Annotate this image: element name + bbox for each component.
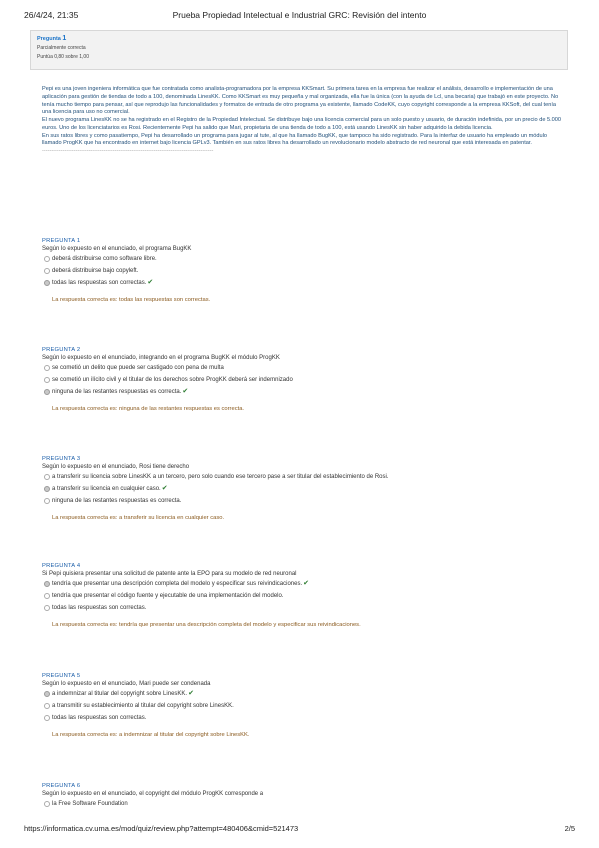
answer-option[interactable] (42, 578, 562, 590)
answer-option-label: todas las respuestas son correctas. (52, 280, 147, 286)
correct-answer-feedback: La respuesta correcta es: a indemnizar al titular del copyright sobre LinesKK. (52, 732, 250, 738)
radio-button[interactable] (44, 486, 50, 492)
radio-button[interactable] (44, 605, 50, 611)
answer-option-label: a transmitir su establecimiento al titular del copyright sobre LinesKK. (52, 703, 234, 709)
pregunta-title: PREGUNTA 1 (42, 238, 81, 244)
pregunta-question: Según lo expuesto en el enunciado, integrando en el programa BugKK el módulo ProgKK (42, 355, 280, 361)
print-date: 26/4/24, 21:35 (24, 10, 79, 20)
radio-button[interactable] (44, 703, 50, 709)
correct-answer-feedback: La respuesta correcta es: tendría que presentar una descripción completa del modelo y especificar sus reivindicaciones. (52, 622, 361, 628)
pregunta-question: Según lo expuesto en el enunciado, Rosi tiene derecho (42, 464, 190, 470)
radio-button[interactable] (44, 365, 50, 371)
answer-option-label: a transferir su licencia sobre LinesKK a un tercero, pero solo cuando ese tercero pase a ser titular del establecimiento de Rosi. (52, 474, 389, 480)
question-score: Puntúa 0,80 sobre 1,00 (37, 54, 89, 60)
question-state: Parcialmente correcta (37, 45, 86, 51)
pregunta-question: Según lo expuesto en el enunciado, Mari puede ser condenada (42, 681, 211, 687)
answer-option[interactable] (42, 362, 562, 374)
statement-separator: -------------------------------------------------------------------------------------------- (42, 148, 214, 154)
answer-option[interactable] (42, 253, 562, 265)
answer-option[interactable] (42, 277, 562, 289)
print-footer (24, 824, 575, 836)
answer-option[interactable] (42, 602, 562, 614)
radio-button[interactable] (44, 691, 50, 697)
pregunta-block (42, 563, 562, 628)
answer-option-label: tendría que presentar el código fuente y ejecutable de una implementación del modelo. (52, 593, 284, 599)
pregunta-question: Según lo expuesto en el enunciado, el programa BugKK (42, 246, 192, 252)
statement-paragraph: Pepi es una joven ingeniera informática que fue contratada como analista-programadora por la empresa KKSmart. Su primera tarea en la empresa fue realizar el análisis, desarrollo e implementación de una aplicación para gestión de tiendas de todo a 100, denominada LinesKK. Como KKSmart es muy pequeña y mal organizada, ella fue la única (con la ayuda de Lcl, una becaria) que trabajó en este proyecto. No tenía mucho tiempo para pensar, así que reprodujo las funcionalidades y formatos de entrada de otro programa ya existente, llamado CodeKK, cuyo copyright corresponde a la empresa KKSoft, del cual tenía una licencia para uso no comercial. (42, 86, 559, 116)
pregunta-block (42, 238, 562, 303)
answer-option-label: deberá distribuirse bajo copyleft. (52, 268, 139, 274)
answer-option-label: se cometió un delito que puede ser castigado con pena de multa (52, 365, 224, 371)
answer-option[interactable] (42, 495, 562, 507)
radio-button[interactable] (44, 801, 50, 807)
answer-option-label: a indemnizar al titular del copyright sobre LinesKK. (52, 691, 188, 697)
answer-option-label: deberá distribuirse como software libre. (52, 256, 157, 262)
print-header (24, 10, 575, 22)
answer-option[interactable] (42, 265, 562, 277)
answer-option[interactable] (42, 483, 562, 495)
answer-option[interactable] (42, 712, 562, 724)
question-number-value: 1 (62, 35, 67, 42)
answer-option-label: tendría que presentar una descripción completa del modelo y especificar sus reivindicaciones. (52, 581, 303, 587)
statement-paragraph: El nuevo programa LinesKK no se ha registrado en el Registro de la Propiedad Intelectual. Se distribuye bajo una licencia comercial para un solo puesto y usuario, de duración indefinida, por un precio de 5.000 euros. Uno de los licenciatarios es Rosi. Recientemente Pepi ha salido que Mari, propietaria de una tienda de todo a 100, está usando LinesKK sin haber adquirido la debida licencia. (42, 117, 561, 131)
radio-button[interactable] (44, 389, 50, 395)
correct-check-icon: ✔ (182, 388, 189, 395)
radio-button[interactable] (44, 498, 50, 504)
correct-answer-feedback: La respuesta correcta es: a transferir su licencia en cualquier caso. (52, 515, 225, 521)
correct-answer-feedback: La respuesta correcta es: todas las respuestas son correctas. (52, 297, 211, 303)
answer-option[interactable] (42, 688, 562, 700)
radio-button[interactable] (44, 593, 50, 599)
correct-check-icon: ✔ (303, 580, 310, 587)
print-page-number: 2/5 (564, 824, 575, 833)
answer-option-label: todas las respuestas son correctas. (52, 605, 147, 611)
pregunta-title: PREGUNTA 3 (42, 456, 81, 462)
pregunta-question: Según lo expuesto en el enunciado, el copyright del módulo ProgKK corresponde a (42, 791, 264, 797)
correct-check-icon: ✔ (161, 485, 168, 492)
answer-option-label: ninguna de las restantes respuestas es correcta. (52, 389, 182, 395)
pregunta-question: Si Pepi quisiera presentar una solicitud de patente ante la EPO para su modelo de red neuronal (42, 571, 297, 577)
correct-check-icon: ✔ (188, 690, 194, 697)
radio-button[interactable] (44, 280, 50, 286)
answer-option[interactable] (42, 700, 562, 712)
statement-paragraph: En sus ratos libres y como pasatiempo, Pepi ha desarrollado un programa para jugar al tute, al que ha llamado BugKK, que tampoco ha sido registrado. Para la interfaz de usuario ha empleado un módulo llamado ProgKK que ha encontrado en internet bajo licencia GPLv3. También en sus ratos libres ha desarrollado un revolucionario modelo abstracto de red neuronal que está interesada en patentar. (42, 132, 547, 147)
radio-button[interactable] (44, 268, 50, 274)
pregunta-title: PREGUNTA 2 (42, 347, 81, 353)
answer-option-label: la Free Software Foundation (52, 801, 128, 807)
radio-button[interactable] (44, 256, 50, 262)
pregunta-block (42, 783, 562, 810)
answer-option-label: se cometió un ilícito civil y el titular de los derechos sobre ProgKK deberá ser indemnizado (52, 377, 293, 383)
answer-option[interactable] (42, 798, 562, 810)
answer-option-label: todas las respuestas son correctas. (52, 715, 147, 721)
answer-option[interactable] (42, 374, 562, 386)
pregunta-title: PREGUNTA 6 (42, 783, 81, 789)
answer-option[interactable] (42, 386, 562, 398)
question-label: Pregunta (37, 36, 61, 42)
pregunta-block (42, 347, 562, 412)
correct-check-icon: ✔ (147, 279, 154, 286)
radio-button[interactable] (44, 581, 50, 587)
print-url: https://informatica.cv.uma.es/mod/quiz/review.php?attempt=480406&cmid=521473 (24, 824, 299, 833)
radio-button[interactable] (44, 377, 50, 383)
radio-button[interactable] (44, 715, 50, 721)
answer-option[interactable] (42, 471, 562, 483)
question-number (37, 35, 561, 42)
question-info-box (30, 30, 568, 70)
correct-answer-feedback: La respuesta correcta es: ninguna de las restantes respuestas es correcta. (52, 406, 245, 412)
answer-option-label: ninguna de las restantes respuestas es correcta. (52, 498, 182, 504)
print-title: Prueba Propiedad Intelectual e Industrial GRC: Revisión del intento (172, 10, 427, 20)
pregunta-block (42, 456, 562, 521)
question-statement (42, 86, 562, 156)
answer-option-label: a transferir su licencia en cualquier caso. (52, 486, 161, 492)
pregunta-title: PREGUNTA 5 (42, 673, 81, 679)
radio-button[interactable] (44, 474, 50, 480)
pregunta-title: PREGUNTA 4 (42, 563, 81, 569)
pregunta-block (42, 673, 562, 738)
answer-option[interactable] (42, 590, 562, 602)
